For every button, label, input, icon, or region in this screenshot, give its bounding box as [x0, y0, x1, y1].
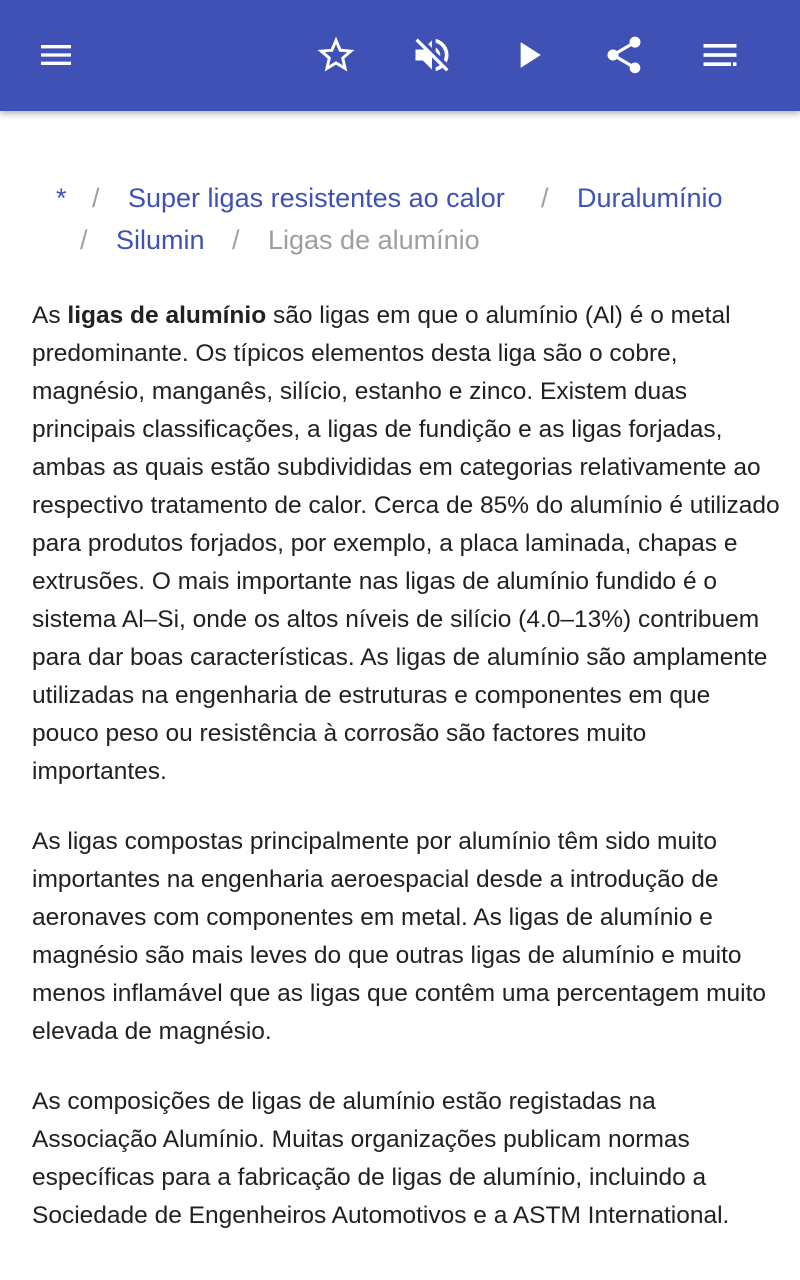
paragraph-3: As composições de ligas de alumínio estão registadas na Associação Alumínio. Muitas organizações publicam normas específicas para a fabricação de ligas de alumínio, incluindo a Sociedade de Engenheiros Automotivos e a ASTM International.	[32, 1088, 730, 1229]
share-icon	[602, 33, 646, 77]
paragraph-1-prefix: As	[32, 302, 68, 329]
star-outline-icon	[314, 33, 358, 77]
article-content	[0, 111, 800, 1280]
paragraph-2: As ligas compostas principalmente por alumínio têm sido muito importantes na engenharia aeroespacial desde a introdução de aeronaves com componentes em metal. As ligas de alumínio e magnésio são mais leves do que outras ligas de alumínio e muito menos inflamável que as ligas que contêm uma percentagem muito elevada de magnésio.	[32, 828, 767, 1045]
paragraph-1	[32, 297, 780, 791]
article-body	[32, 297, 780, 1267]
paragraph-1-rest: são ligas em que o alumínio (Al) é o metal predominante. Os típicos elementos desta liga são o cobre, magnésio, manganês, silício, estanho e zinco. Existem duas principais classificações, a ligas de fundição e as ligas forjadas, ambas as quais estão subdivididas em categorias relativamente ao respectivo tratamento de calor. Cerca de 85% do alumínio é utilizado para produtos forjados, por exemplo, a placa laminada, chapas e extrusões. O mais importante nas ligas de alumínio fundido é o sistema Al–Si, onde os altos níveis de silício (4.0–13%) contribuem para dar boas características. As ligas de alumínio são amplamente utilizadas na engenharia de estruturas e componentes em que pouco peso ou resistência à corrosão são factores muito importantes.	[32, 302, 780, 785]
contents-button[interactable]	[688, 23, 752, 87]
app-bar	[0, 0, 800, 111]
breadcrumb-separator: /	[92, 183, 100, 213]
article-term: ligas de alumínio	[67, 302, 267, 329]
mute-button[interactable]	[400, 23, 464, 87]
play-button[interactable]	[496, 23, 560, 87]
breadcrumb-item-super-ligas[interactable]: Super ligas resistentes ao calor	[128, 183, 505, 213]
breadcrumb-separator: /	[541, 183, 549, 213]
play-icon	[506, 33, 550, 77]
breadcrumb-home[interactable]: *	[56, 183, 67, 213]
playlist-icon	[698, 33, 742, 77]
breadcrumb-current: Ligas de alumínio	[268, 225, 480, 255]
volume-off-icon	[410, 33, 454, 77]
share-button[interactable]	[592, 23, 656, 87]
breadcrumb-item-duraluminio[interactable]: Duralumínio	[577, 183, 723, 213]
breadcrumb-separator: /	[232, 225, 240, 255]
breadcrumb	[0, 177, 800, 261]
favorite-button[interactable]	[304, 23, 368, 87]
breadcrumb-item-silumin[interactable]: Silumin	[116, 225, 205, 255]
menu-button[interactable]	[24, 23, 88, 87]
menu-icon	[36, 35, 76, 75]
breadcrumb-separator: /	[80, 225, 88, 255]
